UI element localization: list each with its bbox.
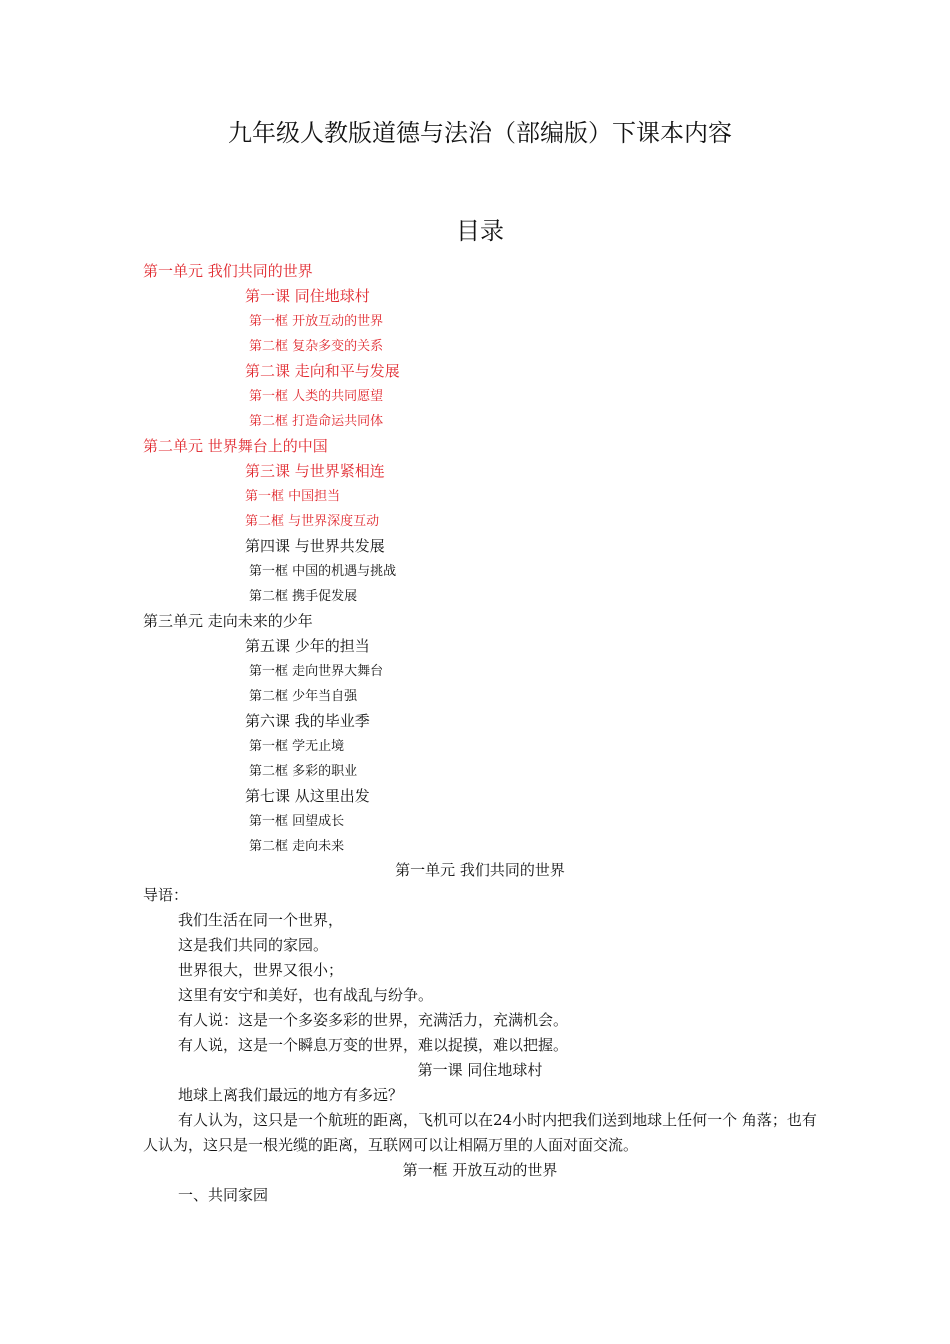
toc-lesson-6-frame-2: 第二框 多彩的职业	[249, 764, 358, 779]
toc-lesson-1: 第一课 同住地球村	[245, 287, 370, 305]
toc-lesson-3-frame-1: 第一框 中国担当	[245, 489, 341, 504]
body-paragraph: 有人认为，这只是一个航班的距离，飞机可以在24小时内把我们送到地球上任何一个 角落；也有人认为，这只是一根光缆的距离，互联网可以让相隔万里的人面对面交流。	[143, 1111, 817, 1154]
intro-line: 有人说，这是一个瞬息万变的世界，难以捉摸，难以把握。	[178, 1036, 569, 1054]
intro-line: 我们生活在同一个世界，	[178, 911, 344, 929]
toc-lesson-6-frame-1: 第一框 学无止境	[249, 739, 345, 754]
toc-lesson-7-frame-1: 第一框 回望成长	[249, 814, 345, 829]
toc-lesson-7: 第七课 从这里出发	[245, 787, 370, 805]
toc-heading: 目录	[456, 217, 504, 245]
toc-unit-1: 第一单元 我们共同的世界	[143, 262, 313, 280]
toc-lesson-3-frame-2: 第二框 与世界深度互动	[245, 514, 380, 529]
question-line: 地球上离我们最远的地方有多远？	[178, 1086, 404, 1104]
toc-lesson-5-frame-1: 第一框 走向世界大舞台	[249, 664, 384, 679]
toc-lesson-4-frame-1: 第一框 中国的机遇与挑战	[249, 564, 397, 579]
toc-lesson-3: 第三课 与世界紧相连	[245, 462, 385, 480]
document-title: 九年级人教版道德与法治（部编版）下课本内容	[228, 119, 732, 147]
toc-lesson-6: 第六课 我的毕业季	[245, 712, 370, 730]
section-1-heading: 一、共同家园	[178, 1186, 269, 1204]
toc-unit-3: 第三单元 走向未来的少年	[143, 612, 313, 630]
toc-lesson-1-frame-2: 第二框 复杂多变的关系	[249, 339, 384, 354]
toc-lesson-2-frame-1: 第一框 人类的共同愿望	[249, 389, 384, 404]
intro-line: 这是我们共同的家园。	[178, 936, 329, 954]
intro-line: 这里有安宁和美好，也有战乱与纷争。	[178, 986, 434, 1004]
toc-lesson-5: 第五课 少年的担当	[245, 637, 370, 655]
toc-lesson-7-frame-2: 第二框 走向未来	[249, 839, 345, 854]
table-of-contents	[0, 259, 950, 859]
toc-lesson-1-frame-1: 第一框 开放互动的世界	[249, 314, 384, 329]
toc-lesson-2: 第二课 走向和平与发展	[245, 362, 400, 380]
intro-line: 世界很大，世界又很小；	[178, 961, 344, 979]
unit-1-heading: 第一单元 我们共同的世界	[395, 861, 565, 879]
intro-line: 有人说：这是一个多姿多彩的世界，充满活力，充满机会。	[178, 1011, 569, 1029]
toc-lesson-2-frame-2: 第二框 打造命运共同体	[249, 414, 384, 429]
toc-unit-2: 第二单元 世界舞台上的中国	[143, 437, 328, 455]
document-body	[0, 858, 950, 1208]
frame-1-heading: 第一框 开放互动的世界	[402, 1161, 558, 1179]
lesson-1-heading: 第一课 同住地球村	[417, 1061, 543, 1079]
toc-lesson-4-frame-2: 第二框 携手促发展	[249, 589, 358, 604]
toc-lesson-5-frame-2: 第二框 少年当自强	[249, 689, 358, 704]
toc-lesson-4: 第四课 与世界共发展	[245, 537, 385, 555]
intro-label: 导语：	[143, 886, 189, 904]
